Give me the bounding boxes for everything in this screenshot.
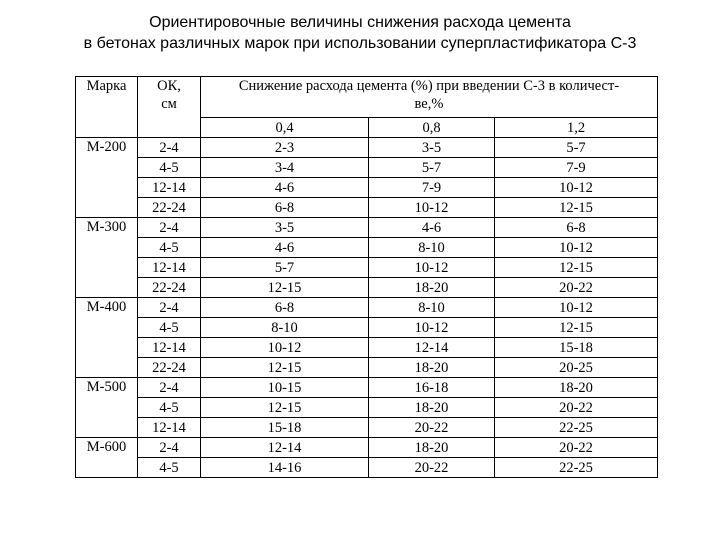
reduction-value-cell: 15-18 xyxy=(201,418,369,438)
reduction-value-cell: 10-15 xyxy=(201,378,369,398)
document-title xyxy=(0,12,720,54)
slump-cell: 4-5 xyxy=(138,158,201,178)
dose-header: 1,2 xyxy=(495,118,658,138)
header-marka: Марка xyxy=(76,77,138,138)
table-row xyxy=(76,138,658,158)
reduction-value-cell: 12-15 xyxy=(201,358,369,378)
reduction-value-cell: 4-6 xyxy=(369,218,495,238)
table-row xyxy=(76,178,658,198)
header-reduction-line1: Снижение расхода цемента (%) при введении С-3 в количест- xyxy=(238,78,620,94)
reduction-value-cell: 7-9 xyxy=(495,158,658,178)
reduction-value-cell: 7-9 xyxy=(369,178,495,198)
title-line-2: в бетонах различных марок при использовании суперпластификатора С-3 xyxy=(83,35,637,52)
slump-cell: 4-5 xyxy=(138,458,201,478)
slump-cell: 2-4 xyxy=(138,438,201,458)
reduction-value-cell: 3-4 xyxy=(201,158,369,178)
reduction-value-cell: 3-5 xyxy=(201,218,369,238)
table-row xyxy=(76,158,658,178)
reduction-value-cell: 15-18 xyxy=(495,338,658,358)
reduction-value-cell: 20-22 xyxy=(495,278,658,298)
reduction-value-cell: 12-15 xyxy=(495,258,658,278)
dose-header: 0,8 xyxy=(369,118,495,138)
header-reduction-line2: ве,% xyxy=(414,96,444,112)
table-row xyxy=(76,258,658,278)
slump-cell: 12-14 xyxy=(138,178,201,198)
reduction-value-cell: 20-22 xyxy=(369,418,495,438)
title-line-1: Ориентировочные величины снижения расхода цемента xyxy=(149,14,571,31)
reduction-value-cell: 20-22 xyxy=(369,458,495,478)
reduction-value-cell: 18-20 xyxy=(369,358,495,378)
reduction-value-cell: 2-3 xyxy=(201,138,369,158)
cement-reduction-table xyxy=(75,76,658,478)
reduction-value-cell: 12-15 xyxy=(201,398,369,418)
table-row xyxy=(76,438,658,458)
reduction-value-cell: 6-8 xyxy=(495,218,658,238)
reduction-value-cell: 10-12 xyxy=(495,298,658,318)
reduction-value-cell: 6-8 xyxy=(201,198,369,218)
reduction-value-cell: 12-14 xyxy=(369,338,495,358)
reduction-value-cell: 22-25 xyxy=(495,418,658,438)
grade-cell: М-500 xyxy=(76,378,138,438)
reduction-value-cell: 5-7 xyxy=(495,138,658,158)
slump-cell: 2-4 xyxy=(138,378,201,398)
dose-header: 0,4 xyxy=(201,118,369,138)
reduction-value-cell: 4-6 xyxy=(201,178,369,198)
slump-cell: 12-14 xyxy=(138,338,201,358)
slump-cell: 22-24 xyxy=(138,198,201,218)
slump-cell: 4-5 xyxy=(138,318,201,338)
reduction-value-cell: 5-7 xyxy=(369,158,495,178)
reduction-value-cell: 18-20 xyxy=(369,438,495,458)
grade-cell: М-300 xyxy=(76,218,138,298)
table-row xyxy=(76,278,658,298)
reduction-value-cell: 10-12 xyxy=(495,178,658,198)
table-row xyxy=(76,298,658,318)
reduction-value-cell: 4-6 xyxy=(201,238,369,258)
table-row xyxy=(76,418,658,438)
header-ok xyxy=(138,77,201,138)
slump-cell: 12-14 xyxy=(138,258,201,278)
table-row xyxy=(76,338,658,358)
header-ok-line2: см xyxy=(161,96,177,112)
reduction-value-cell: 12-15 xyxy=(495,198,658,218)
table-row xyxy=(76,198,658,218)
slump-cell: 2-4 xyxy=(138,218,201,238)
grade-cell: М-200 xyxy=(76,138,138,218)
table-row xyxy=(76,238,658,258)
header-ok-line1: ОК, xyxy=(157,78,181,94)
table-row xyxy=(76,218,658,238)
table-row xyxy=(76,398,658,418)
reduction-value-cell: 6-8 xyxy=(201,298,369,318)
reduction-value-cell: 14-16 xyxy=(201,458,369,478)
reduction-value-cell: 18-20 xyxy=(369,278,495,298)
header-row xyxy=(76,77,658,118)
reduction-value-cell: 20-22 xyxy=(495,398,658,418)
slump-cell: 22-24 xyxy=(138,358,201,378)
reduction-value-cell: 8-10 xyxy=(201,318,369,338)
reduction-value-cell: 8-10 xyxy=(369,298,495,318)
reduction-value-cell: 3-5 xyxy=(369,138,495,158)
reduction-value-cell: 10-12 xyxy=(495,238,658,258)
reduction-value-cell: 20-25 xyxy=(495,358,658,378)
reduction-value-cell: 10-12 xyxy=(369,258,495,278)
header-reduction xyxy=(201,77,658,118)
grade-cell: М-400 xyxy=(76,298,138,378)
reduction-value-cell: 10-12 xyxy=(201,338,369,358)
reduction-value-cell: 5-7 xyxy=(201,258,369,278)
grade-cell: М-600 xyxy=(76,438,138,478)
reduction-value-cell: 8-10 xyxy=(369,238,495,258)
reduction-value-cell: 18-20 xyxy=(369,398,495,418)
slump-cell: 22-24 xyxy=(138,278,201,298)
table-row xyxy=(76,358,658,378)
slump-cell: 12-14 xyxy=(138,418,201,438)
table-row xyxy=(76,318,658,338)
reduction-value-cell: 16-18 xyxy=(369,378,495,398)
slump-cell: 4-5 xyxy=(138,238,201,258)
reduction-value-cell: 18-20 xyxy=(495,378,658,398)
reduction-value-cell: 12-14 xyxy=(201,438,369,458)
slump-cell: 2-4 xyxy=(138,138,201,158)
reduction-value-cell: 12-15 xyxy=(495,318,658,338)
reduction-value-cell: 12-15 xyxy=(201,278,369,298)
reduction-value-cell: 22-25 xyxy=(495,458,658,478)
reduction-value-cell: 20-22 xyxy=(495,438,658,458)
reduction-value-cell: 10-12 xyxy=(369,198,495,218)
slump-cell: 4-5 xyxy=(138,398,201,418)
table-row xyxy=(76,378,658,398)
slump-cell: 2-4 xyxy=(138,298,201,318)
reduction-value-cell: 10-12 xyxy=(369,318,495,338)
table-row xyxy=(76,458,658,478)
